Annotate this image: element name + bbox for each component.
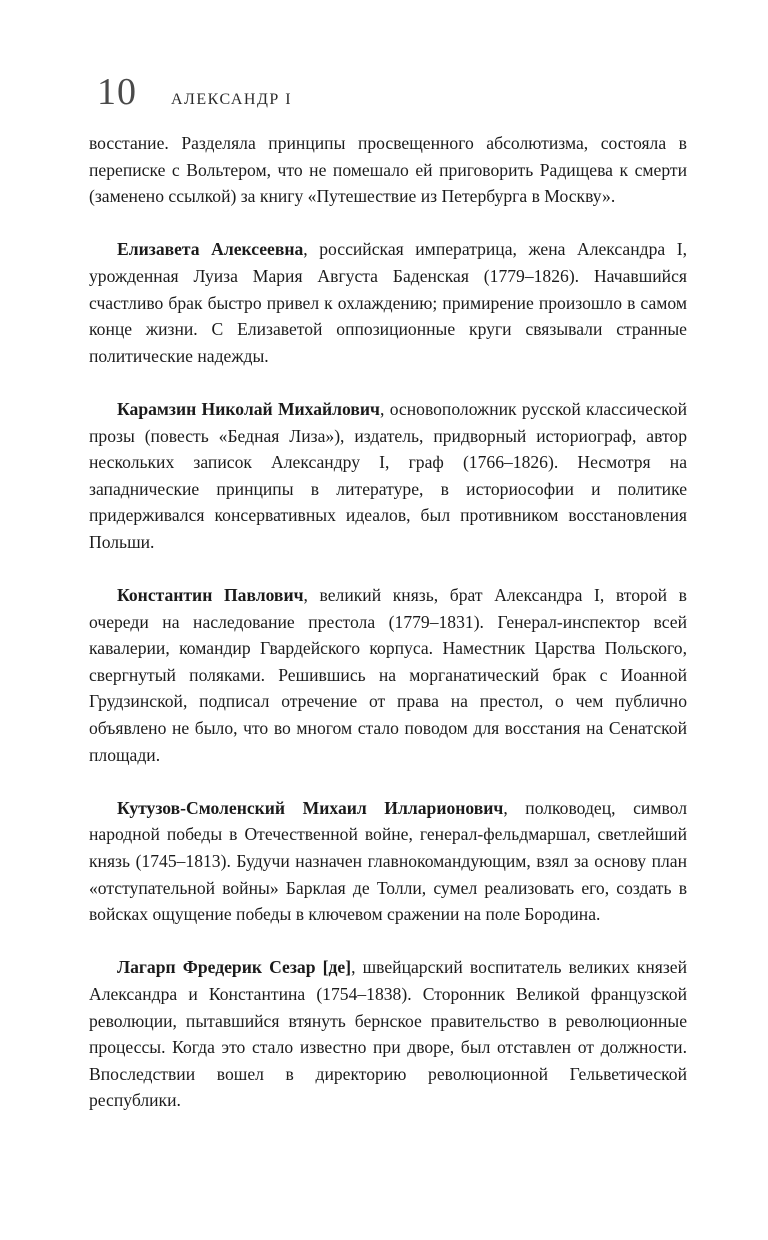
entry-konstantin [89,582,687,768]
entry-laharpe [89,954,687,1114]
entry-text: , полководец, символ народной победы в Отечественной войне, генерал-фельдмаршал, светлейший князь (1745–1813). Будучи назначен главнокомандующим, взял за основу план «отступательной войны» Барклая де Толли, сумел реализовать его, создать в войсках ощущение победы в ключевом сражении на поле Бородина. [89,797,687,925]
running-title: АЛЕКСАНДР I [171,91,293,108]
entry-elizaveta [89,236,687,369]
continuation-paragraph: восстание. Разделяла принципы просвещенного абсолютизма, состояла в переписке с Вольтером, что не помешало ей приговорить Радищева к смерти (заменено ссылкой) за книгу «Путешествие из Петербурга в Москву». [89,133,687,207]
body-text [89,130,687,1114]
running-head [89,70,687,114]
entry-karamzin [89,396,687,556]
entry-name: Лагарп Фредерик Сезар [де] [117,957,352,978]
entry-text: , основоположник русской классической прозы (повесть «Бедная Лиза»), издатель, придворный историограф, автор нескольких записок Александру I, граф (1766–1826). Несмотря на западнические принципы в литературе, в историософии и политике придерживался консервативных идеалов, был противником восстановления Польши. [89,398,687,552]
entry-name: Константин Павлович [117,585,304,606]
entry-name: Кутузов-Смоленский Михаил Илларионович [117,797,504,818]
entry-text: , великий князь, брат Александра I, второй в очереди на наследование престола (1779–1831). Генерал-инспектор всей кавалерии, командир Гвардейского корпуса. Наместник Царства Польского, свергнутый поляками. Решившись на морганатический брак с Иоанной Грудзинской, подписал отречение от права на престол, о чем публично объявлено не было, что во многом стало поводом для восстания на Сенатской площади. [89,585,687,765]
page-number: 10 [97,71,137,113]
entry-name: Елизавета Алексеевна [117,239,304,260]
entry-name: Карамзин Николай Михайлович [117,398,380,419]
entry-kutuzov [89,795,687,928]
book-page [89,70,687,1114]
entry-text: , швейцарский воспитатель великих князей Александра и Константина (1754–1838). Сторонник Великой французской революции, пытавшийся втянуть бернское правительство в революционные процессы. Когда это стало известно при дворе, был отставлен от должности. Впоследствии вошел в директорию революционной Гельветической республики. [89,957,687,1111]
entry-text: , российская императрица, жена Александра I, урожденная Луиза Мария Августа Баденская (1779–1826). Начавшийся счастливо брак быстро привел к охлаждению; примирение произошло в самом конце жизни. С Елизаветой оппозиционные круги связывали странные политические надежды. [89,239,688,366]
